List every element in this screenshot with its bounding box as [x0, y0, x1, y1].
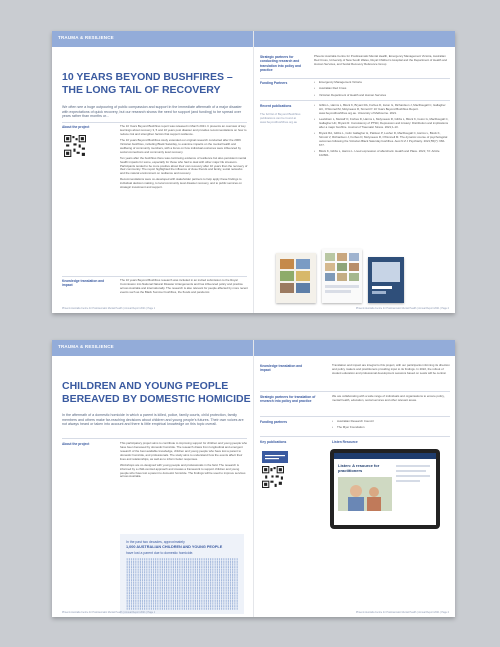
funding-label: Funding partners [260, 420, 288, 424]
intro-text: We often see a huge outpouring of public compassion and support in the immediate aftermath of a major disaster with expectations of quick recovery, but our research shows the need for support (and funding) to be spread over years rather than months or... [62, 105, 242, 119]
statistic-box [120, 534, 244, 614]
report-cover-image[interactable] [322, 249, 362, 303]
page-left [52, 47, 253, 313]
about-label: About the project [62, 125, 90, 129]
footer-text: Phoenix Australia Centre for Posttraumatic Mental Health | Annual Report 2021 | Page 1 [62, 611, 156, 614]
spread-domestic-homicide [52, 340, 455, 617]
tablet-photo [338, 477, 392, 511]
qr-code-icon[interactable] [64, 135, 86, 157]
divider [62, 438, 247, 439]
tablet-mockup [330, 449, 440, 529]
scan-badge [262, 451, 288, 463]
partners-text: We are collaborating with a wide range of individuals and organisations to ensure policy, mental health, education, social services and other relevant areas. [332, 394, 445, 402]
funding-list: • Emergency Management Victoria • Australian Red Cross • Victorian Department of Health and Human Services [314, 81, 450, 100]
divider [260, 416, 450, 417]
divider [62, 276, 247, 277]
page-title: 10 YEARS BEYOND BUSHFIRES – THE LONG TAIL OF RECOVERY [62, 71, 233, 96]
page-right [254, 356, 455, 617]
divider [260, 391, 450, 392]
translation-text: Translation and impact are integral to this project, with our participants informing its direction and policy makers and practitioners providing input to its findings. In 2022, the rollout of student education and professional development sessions based on Lewis will be central. [332, 363, 450, 375]
divider [62, 122, 247, 123]
about-text: This participatory project aims to contribute to improving support for children and young people who have been bereaved by domestic homicide. The research draws from longitudinal and emergent research of the best available knowledge, children and young people who have lost a parent to domestic homicide, and professionals. The study aims to understand how the events affect their lives and relationships, as well as to inform better responses. Workshops are co-designed with young people and professionals in the field. The research is informed by a child-centred approach and creates a framework to support children and young people who have lost a parent to domestic homicide. The findings will be used to improve services across Australia. [120, 441, 248, 479]
report-covers [276, 247, 436, 305]
section-label: TRAUMA & RESILIENCE [58, 35, 114, 40]
page-title: CHILDREN AND YOUNG PEOPLE BEREAVED BY DOMESTIC HOMICIDE [62, 380, 251, 405]
footer-text: Phoenix Australia Centre for Posttraumatic Mental Health | Annual Report 2021 | Page 1 [62, 307, 156, 310]
tablet-heading: Listen: A resource for practitioners [338, 463, 380, 473]
divider [260, 100, 450, 101]
about-label: About the project [62, 442, 90, 446]
people-grid-graphic [126, 558, 238, 610]
translation-label: Knowledge translation and impact [62, 279, 105, 288]
section-label: TRAUMA & RESILIENCE [58, 344, 114, 349]
page-right [254, 47, 455, 313]
footer-text: Phoenix Australia Centre for Posttraumatic Mental Health | Annual Report 2021 | Page 2 [355, 307, 449, 310]
report-cover-image[interactable] [276, 253, 316, 303]
tablet-screen [334, 453, 436, 525]
stat-highlight: 1,000 AUSTRALIAN CHILDREN AND YOUNG PEOPLE [126, 545, 223, 549]
funding-list: • Australian Research Council • The Myer Foundation [332, 420, 450, 433]
translation-label: Knowledge translation and impact [260, 364, 303, 373]
publications-label: Key publications [260, 440, 287, 444]
report-cover-image[interactable] [368, 257, 404, 303]
translation-text: The 10 years Beyond Bushfires research was included in an invited submission to the Royal Commission into National Natural Disaster Arrangements and has influenced policy and practice across Australia and internationally. The research is also relevant for people affected by more recent events such as the Black Summer bushfires, the floods and pandemic. [120, 278, 248, 294]
stat-intro: In the past two decades, approximately [126, 540, 185, 544]
spread-bushfires [52, 31, 455, 313]
footer-text: Phoenix Australia Centre for Posttraumatic Mental Health | Annual Report 2021 | Page 2 [355, 611, 449, 614]
tablet-header-bar [334, 453, 436, 459]
divider [260, 78, 450, 79]
publications-label: Recent publications [260, 104, 292, 108]
partners-text: Phoenix Australia Centre for Posttraumatic Mental Health, Emergency Management Victoria, Australian Red Cross, University of New South Wales, Royal Children's Hospital and the Department of Health and Human Services, and Social Recovery Reference Group [314, 54, 447, 66]
partners-label: Strategic partners for conducting research and translation into policy and practice [260, 55, 302, 72]
intro-text: In the aftermath of a domestic homicide in which a parent is killed, police, family courts, child protection, family members and others make far-reaching decisions about children and young people's futures. Their own voices are not always heard or taken into account and there is little empirical knowledge on this topic overall. [62, 413, 244, 427]
qr-code-icon[interactable] [262, 466, 284, 488]
page-left [52, 356, 253, 617]
stat-outro: have lost a parent due to domestic homicide. [126, 551, 194, 555]
about-text: The 10 Years Beyond Bushfires report was released in March 2021. It presents an overview of key learnings about recovery 3, 5 and 10 years post disaster and provides recommendations on how to reduce risk and strengthen factors that support resilience. The 10 years Beyond Bushfires study extended our original research conducted after the 2009 Victorian bushfires, including Black Saturday, to examine impacts on the mental health and wellbeing of community members, with a focus on how individual outcomes were influenced by social connections and community level recovery. Ten years after the bushfires there was continuing evidence of resilience but also persistent mental health impacts for some, especially for those who had to deal with other major life stressors. Participants tended to be more positive about their own recovery after 10 years than the recovery of their community. The report highlighted the influence of close friends and family, social networks and the natural environment on resilience and recovery. Recommendations were co-developed with stakeholder partners to help apply these findings to individual decision making, to local community level disaster recovery, and to public services on strategic investment and support. [120, 124, 248, 190]
publications-list: • Gibbs L, Harms L, Block K, Bryant RA, Forbes D, Ireton G, Richardson J, MacDougall C, Gallagher HC, O'Donnell M, Molyneaux R, Sinnott P. 10 Years Beyond Bushfires Report. www.beyondbushfires.org.au. University of Melbourne. 2021. • Lewisham L, Metcalf O, Forbes D, Harms L, Molyneaux R, Gibbs L, Block K, Ireton G, MacDougall C, Gallagher HC, Bryant R. Consistency of PTSD, Depression and Anxiety: Distribution and implications after a major bushfire. Journal of Traumatic Stress. 2021;1-10. • Bryant RA, Gibbs L, Colin Gallagher H, Pattison P, Lusher D, MacDougall C, Harms L, Block K, Sinnott V, Richardson J, Forbes D, Molyneaux R, O'Donnell M. The dynamic course of psychological outcomes following the Victorian Black Saturday bushfires. Aust N Z J Psychiatry. 2021;55(7): 666-677. • Block K, Gibbs L, Harms L. Lived expression of aftershock. Health and Place. 2021; 72: Article 102601. [314, 104, 450, 160]
partners-label: Strategic partners for translation of research into policy and practice [260, 395, 316, 404]
funding-label: Funding Partners [260, 81, 288, 85]
publications-note: The full list of Beyond Bushfires publications can be found at www.beyondbushfires.org.au [260, 112, 301, 124]
listen-label: Listen Resource [332, 440, 358, 444]
divider [260, 436, 450, 437]
